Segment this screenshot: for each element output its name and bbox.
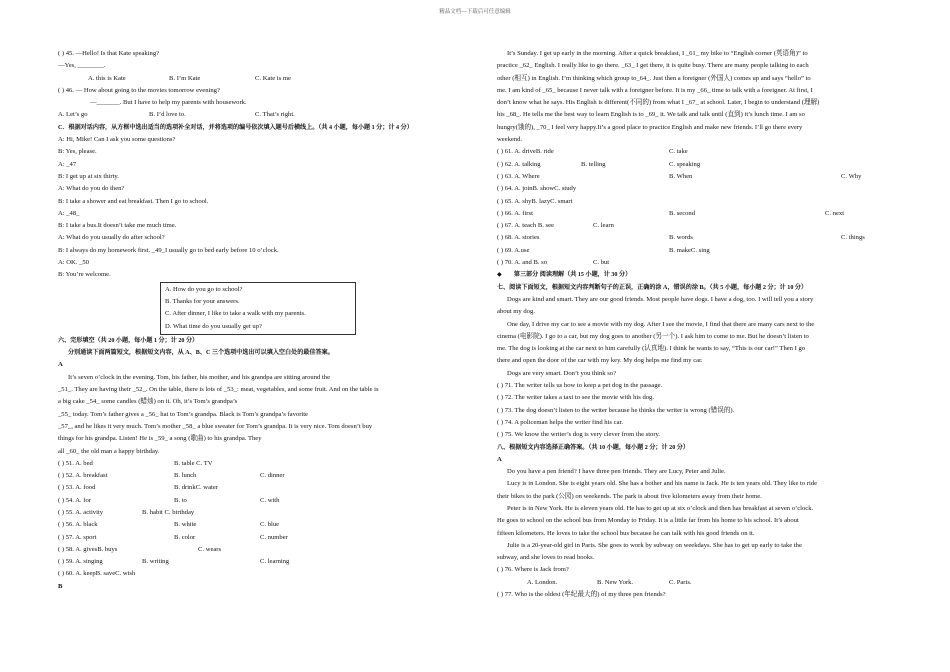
cloze-option: ( ) 58. A. givesB. buys	[58, 545, 118, 553]
question-76-options	[497, 577, 899, 589]
cloze-option: ( ) 52. A. breakfast	[58, 472, 108, 480]
box-option: D. What time do you usually get up?	[165, 322, 262, 330]
question-76: ( ) 76. Where is Jack from?	[497, 566, 569, 574]
cloze-option: ( ) 62. A. talking	[497, 160, 541, 168]
option: B. I’d love to.	[149, 111, 186, 119]
dialog-line: B: Yes, please.	[58, 148, 97, 156]
cloze-question	[497, 159, 899, 171]
question-46-options	[58, 109, 466, 121]
true-false-question: ( ) 71. The writer tells us how to keep a pet dog in the passage.	[497, 382, 663, 390]
option: C. Kate is me	[255, 74, 291, 82]
cloze-option: B. lunch	[174, 472, 197, 480]
cloze-option: B. table C. TV	[174, 459, 213, 467]
passage-line: weekend.	[497, 136, 523, 144]
cloze-question	[58, 532, 466, 544]
cloze-question	[497, 196, 899, 208]
true-false-question: ( ) 73. The dog doesn’t listen to the writer because he thinks the writer is wrong (错误的).	[497, 406, 735, 414]
passage-line: other (相互) in English. I’m thinking which group to_64_. Just then a foreigner (外国人) comes up and says “hello” to	[497, 74, 811, 82]
cloze-option: B. words	[669, 234, 693, 242]
passage-line: _51_. They are having their _52_. On the table, there is lots of _53_: meat, vegetables, and some fruit. And on the table is	[58, 386, 379, 394]
dialog-line: B: I take a bus.It doesn’t take me much time.	[58, 222, 177, 230]
cloze-option: C. number	[260, 533, 288, 541]
dialog-line: B: I always do my homework first. _49_I usually go to bed early before 10 o’clock.	[58, 246, 279, 254]
cloze-option: B. color	[174, 533, 196, 541]
cloze-option: B. When	[669, 172, 693, 180]
box-option: A. How do you go to school?	[165, 285, 243, 293]
dialog-line: A: _48_	[58, 209, 80, 217]
cloze-question	[58, 470, 466, 482]
cloze-option: B. to	[174, 496, 187, 504]
passage-line: _57_, and he likes it very much. Tom’s mother _58_ a blue sweater for Tom’s grandpa. It is very nice. Tom doesn’t buy	[58, 422, 373, 430]
cloze-option: ( ) 59. A. singing	[58, 558, 103, 566]
cloze-option: ( ) 56. A. black	[58, 521, 98, 529]
options-box	[160, 282, 356, 335]
cloze-question	[497, 245, 899, 257]
passage-line: about my dog.	[497, 308, 535, 316]
passage-line: fifteen kilometers. He loves to take the school bus because he can talk with his good friends on it.	[497, 529, 755, 537]
passage-a-label: A	[497, 455, 502, 463]
box-option: C. After dinner, I like to take a walk with my parents.	[165, 310, 306, 318]
cloze-option: C. dinner	[260, 472, 285, 480]
cloze-question	[58, 495, 466, 507]
passage-line: subway, and she loves to read books.	[497, 554, 595, 562]
cloze-question	[497, 208, 899, 220]
cloze-option: ( ) 68. A. stories	[497, 234, 540, 242]
cloze-option: ( ) 51. A. bed	[58, 459, 93, 467]
cloze-option: C. with	[260, 496, 280, 504]
dialog-line: A: What do you usually do after school?	[58, 234, 165, 242]
true-false-question: ( ) 72. The writer takes a taxi to see the movie with his dog.	[497, 394, 654, 402]
cloze-option: B. second	[669, 209, 696, 217]
passage-line: Lucy is in London. She is eight years old. She has a bother and his name is Jack. He is ten years old. They like to ride	[507, 480, 818, 488]
cloze-option: ( ) 64. A. joinB. showC. study	[497, 185, 577, 193]
option: A. Let’s go	[58, 111, 88, 119]
left-column	[58, 48, 466, 593]
section-6-heading: 六、完形填空（共 20 小题，每小题 1 分；计 20 分）	[58, 337, 199, 344]
passage-line: Peter is in New York. He is eleven years old. He has to get up at six o’clock and then has breakfast at seven o’clock.	[507, 504, 814, 512]
cloze-option: C. but	[593, 259, 610, 267]
cloze-option: B. white	[174, 521, 197, 529]
true-false-question: ( ) 75. We know the writer’s dog is very clever from the story.	[497, 431, 661, 439]
cloze-question	[497, 171, 899, 183]
cloze-question	[497, 146, 899, 158]
question-77: ( ) 77. Who is the oldest (年纪最大的) of my three pen friends?	[497, 591, 666, 599]
cloze-question	[58, 568, 466, 580]
cloze-option: ( ) 60. A. keepB. saveC. wish	[58, 570, 136, 578]
dialog-line: A: OK. _50	[58, 259, 89, 267]
cloze-question	[497, 257, 899, 269]
cloze-question	[58, 544, 466, 556]
dialog-line: B: I take a shower and eat breakfast. Then I go to school.	[58, 197, 209, 205]
cloze-option: ( ) 67. A. teach B. see	[497, 222, 554, 230]
cloze-question	[497, 183, 899, 195]
cloze-option: C. learn	[593, 222, 614, 230]
cloze-option: C. speaking	[669, 160, 701, 168]
cloze-question	[497, 232, 899, 244]
section-c-heading: C．根据对话内容，从方框中选出适当的选项补全对话，并将选项的编号依次填入题号后横线上。（共 4 小题，每小题 1 分；计 4 分）	[58, 124, 413, 131]
passage-line: Dogs are kind and smart. They are our good friends. Most people have dogs. I have a dog, too. I will tell you a story	[507, 295, 814, 303]
section-8-heading: 八、根据短文内容选择正确答案。（共 10 小题，每小题 2 分；计 20 分）	[497, 444, 689, 451]
cloze-option: C. next	[825, 209, 845, 217]
cloze-option: ( ) 57. A. sport	[58, 533, 97, 541]
question-46-blank: —_______. But I have to help my parents with housework.	[90, 99, 247, 107]
page-header: 精品文档---下载后可任意编辑	[439, 9, 511, 15]
option: C. Paris.	[669, 578, 692, 586]
cloze-question	[58, 507, 466, 519]
cloze-option: B. makeC. sing	[669, 246, 710, 254]
cloze-option: ( ) 55. A. activity	[58, 508, 104, 516]
section-6-instructions: 分别通读下面两篇短文，根据短文内容，从 A、B、C 三个选项中选出可以填入空白处的最佳答案。	[68, 350, 334, 357]
dialog-line: B: I get up at six thirty.	[58, 172, 119, 180]
cloze-question	[497, 220, 899, 232]
passage-line: practice _62_ English. I really like to go there. _63_ I get there, it is quite busy. There are many people talking to each	[497, 62, 809, 70]
passage-a-label: A	[58, 361, 63, 369]
cloze-option: ( ) 54. A. for	[58, 496, 91, 504]
cloze-option: C. things	[841, 234, 865, 242]
cloze-option: C. blue	[260, 521, 280, 529]
passage-line: all _60_ the old man a happy birthday.	[58, 447, 160, 455]
cloze-option: ( ) 63. A. Where	[497, 172, 540, 180]
cloze-option: B. writing	[142, 558, 169, 566]
passage-line: there and open the door of the car with my key. My dog helps me find my car.	[497, 357, 703, 365]
passage-line: hungry(饿的), _70_ I feel very happy.It’s a good place to practice English and make new friends. I’ll go there every	[497, 123, 803, 131]
option: B. I’m Kate	[169, 74, 201, 82]
cloze-option: C. learning	[260, 558, 290, 566]
passage-line: a big cake _54_ some candles (蜡烛) on it. Oh, it’s Tom’s grandpa’s	[58, 398, 238, 406]
passage-line: don’t know what he says. His English is different(不同的) from what I _67_ at school. Later, I begin to understand (理解)	[497, 99, 820, 107]
option: C. That’s right.	[255, 111, 295, 119]
passage-line: Dogs are very smart. Don’t you think so?	[507, 369, 617, 377]
true-false-question: ( ) 74. A policeman helps the writer find his car.	[497, 418, 623, 426]
cloze-question	[58, 482, 466, 494]
passage-line: He goes to school on the school bus from Monday to Friday. It is a little far from his home to his school. It’s about	[497, 517, 799, 525]
cloze-option: B. drinkC. water	[174, 484, 218, 492]
passage-line: _55_ today. Tom’s father gives a _56_ hat to Tom’s grandpa. Black is Tom’s grandpa’s favorite	[58, 410, 308, 418]
cloze-option: ( ) 53. A. food	[58, 484, 96, 492]
dialog-line: A: Hi, Mike! Can I ask you some questions?	[58, 136, 176, 144]
cloze-option: C. wears	[198, 545, 222, 553]
cloze-option: C. Why	[841, 172, 862, 180]
cloze-option: ( ) 66. A. first	[497, 209, 533, 217]
passage-line: their bikes to the park (公园) on weekends. The park is about five kilometers away from their home.	[497, 492, 762, 500]
cloze-question	[58, 519, 466, 531]
cloze-option: ( ) 61. A. driveB. ride	[497, 148, 554, 156]
passage-line: One day, I drive my car to see a movie with my dog. After I see the movie, I find that there are many cars next to the	[507, 320, 815, 328]
option: B. New York.	[597, 578, 634, 586]
part-3-heading: ◆ 第三部分 阅读理解（共 15 小题，计 30 分）	[497, 272, 632, 279]
section-7-heading: 七、阅读下面短文，根据短文内容判断句子的正误，正确的涂 A，错误的涂 B。（共 5 小题，每小题 2 分；计 10 分）	[497, 284, 808, 291]
cloze-question	[58, 556, 466, 568]
cloze-question	[58, 458, 466, 470]
option: A. London.	[527, 578, 558, 586]
passage-line: his _68_. He tells me the best way to learn English is to _69_ it. We talk and talk until (直到) it’s lunch time. I am so	[497, 111, 805, 119]
passage-line: Julie is a 20-year-old girl in Paris. She goes to work by subway on weekdays. She has to get up early to take the	[507, 541, 802, 549]
cloze-option: B. habit C. birthday	[142, 508, 195, 516]
passage-line: Do you have a pen friend? I have three pen friends. They are Lucy, Peter and Julie.	[507, 468, 726, 476]
cloze-option: ( ) 70. A. and B. so	[497, 259, 548, 267]
passage-line: cinema (电影院). I go to a car, but my dog goes to another (另一个). I ask him to come to me. But he doesn’t listen to	[497, 332, 809, 340]
passage-line: It’s Sunday. I get up early in the morning. After a quick breakfast, I _61_ my bike to “English corner (英语角)” to	[507, 50, 808, 57]
cloze-option: B. telling	[581, 160, 606, 168]
passage-line: me. I am kind of _65_ because I never talk with a foreigner before. It is my _66_ time to talk with a foreigner. At first, I	[497, 86, 813, 94]
right-column	[497, 48, 899, 601]
option: A. this is Kate	[88, 74, 126, 82]
cloze-option: ( ) 65. A. shyB. lazyC. smart	[497, 197, 573, 205]
passage-line: things for his grandpa. Listen! He is _59_ a song (歌曲) to his grandpa. They	[58, 435, 262, 443]
dialog-line: A: What do you do then?	[58, 185, 125, 193]
question-45: ( ) 45. —Hello! Is that Kate speaking?	[58, 50, 160, 57]
passage-line: me. The dog is looking at the car next to him carefully (认真地). I think he wants to say, “This is our car!” Then I go	[497, 345, 806, 353]
question-45-options	[58, 73, 466, 85]
box-option: B. Thanks for your answers.	[165, 297, 240, 305]
passage-b-label: B	[58, 582, 63, 590]
cloze-option: ( ) 69. A.use	[497, 246, 530, 254]
dialog-line: B: You’re welcome.	[58, 271, 111, 279]
cloze-option: C. take	[669, 148, 688, 156]
dialog-line: A: _47	[58, 160, 77, 168]
question-45-blank: —Yes, ________.	[58, 62, 106, 70]
passage-line: It’s seven o’clock in the evening. Tom, his father, his mother, and his grandpa are sitting around the	[68, 373, 331, 381]
question-46: ( ) 46. — How about going to the movies tomorrow evening?	[58, 86, 220, 94]
